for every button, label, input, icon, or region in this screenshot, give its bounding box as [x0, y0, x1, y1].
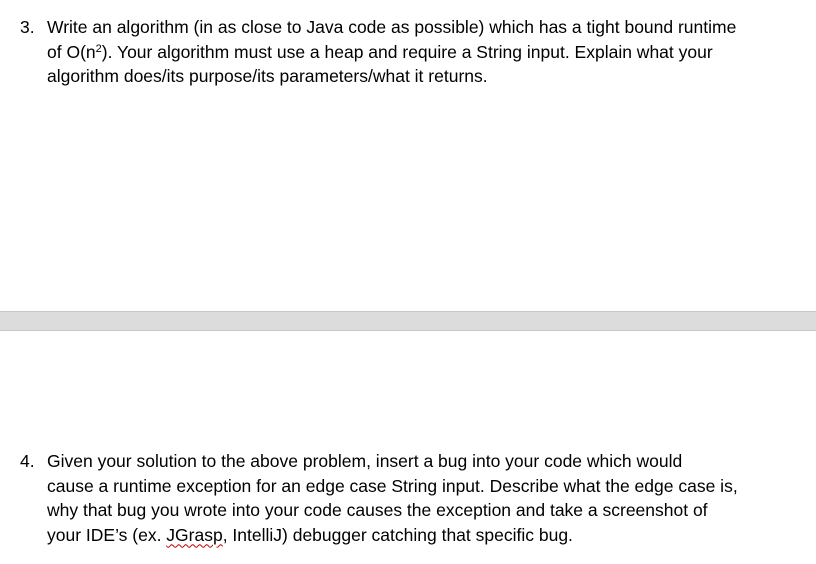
question-4-line-1: Given your solution to the above problem, insert a bug into your code which would — [47, 451, 683, 471]
question-3-line-3: algorithm does/its purpose/its parameters/what it returns. — [47, 66, 488, 86]
question-3-line-1: Write an algorithm (in as close to Java code as possible) which has a tight bound runtime — [47, 17, 737, 37]
question-4-line-4-end: , IntelliJ) debugger catching that specific bug. — [222, 524, 573, 545]
question-4-line-2: cause a runtime exception for an edge case String input. Describe what the edge case is, — [47, 475, 738, 496]
question-3-line-2-end: ). Your algorithm must use a heap and require a String input. Explain what your — [101, 41, 713, 62]
question-3-text — [47, 15, 800, 89]
page-break-gap — [0, 311, 816, 331]
question-4-number: 4. — [20, 451, 35, 471]
question-4-line-4 — [47, 523, 800, 548]
question-4-text — [47, 449, 800, 547]
question-3 — [20, 15, 800, 89]
question-3-line-2-start: of O(n — [47, 41, 96, 62]
exponent-superscript: 2 — [95, 42, 102, 55]
question-3-number: 3. — [20, 17, 35, 37]
misspelled-word[interactable]: JGrasp — [166, 524, 223, 545]
question-3-line-2 — [47, 40, 800, 65]
question-4 — [20, 449, 800, 547]
question-4-line-3: why that bug you wrote into your code causes the exception and take a screenshot of — [47, 500, 708, 520]
question-4-line-4-start: your IDE’s (ex. — [47, 524, 167, 545]
